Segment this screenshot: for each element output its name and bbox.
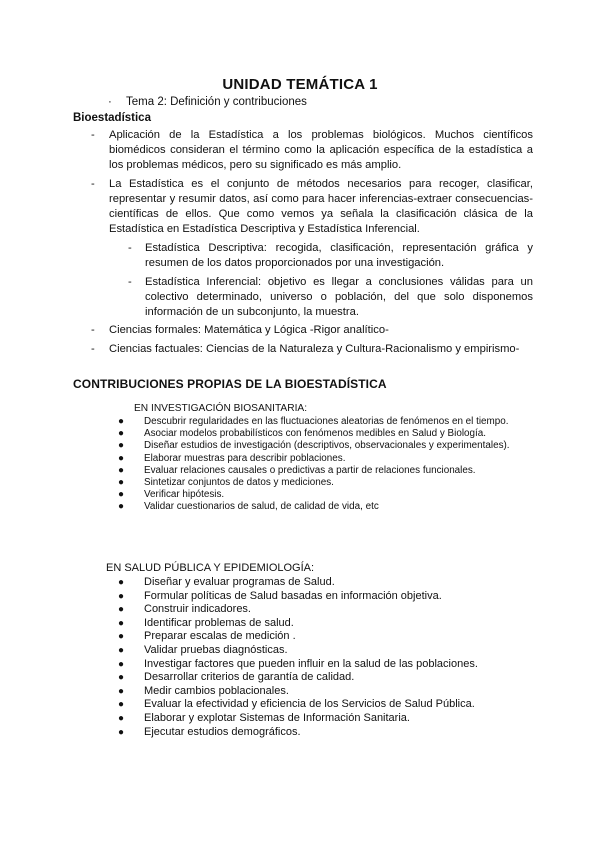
- sub-definition-text: Estadística Inferencial: objetivo es llegar a conclusiones válidas para un colectivo determinado, universo o población, del que solo disponemos información de un subconjunto, la muestra.: [145, 276, 533, 318]
- bullet-item: [115, 477, 510, 489]
- bullet-text: Verificar hipótesis.: [144, 489, 225, 501]
- subtitle: [108, 96, 307, 108]
- bullet-text: Validar pruebas diagnósticas.: [144, 643, 288, 656]
- contributions-heading: CONTRIBUCIONES PROPIAS DE LA BIOESTADÍSTICA: [73, 377, 387, 391]
- bullet-text: Formular políticas de Salud basadas en información objetiva.: [144, 589, 442, 602]
- bullet-text: Evaluar la efectividad y eficiencia de los Servicios de Salud Pública.: [144, 698, 475, 711]
- dash-marker: -: [128, 276, 132, 288]
- bullet-item: [115, 489, 510, 501]
- bullet-marker: ●: [118, 699, 125, 711]
- definition-text: Ciencias factuales: Ciencias de la Naturaleza y Cultura-Racionalismo y empirismo-: [109, 343, 520, 355]
- bullet-marker: ●: [118, 590, 125, 602]
- bullet-marker: ●: [118, 428, 125, 440]
- bullet-item: [115, 501, 510, 513]
- bullet-marker: ●: [118, 658, 125, 670]
- bullet-item: [115, 617, 515, 631]
- bullet-marker: ●: [118, 726, 125, 738]
- bullet-text: Ejecutar estudios demográficos.: [144, 725, 301, 738]
- bullet-item: [115, 453, 510, 465]
- bullet-marker: ●: [118, 604, 125, 616]
- bullet-text: Desarrollar criterios de garantía de calidad.: [144, 671, 355, 684]
- dash-marker: -: [91, 343, 95, 355]
- bullet-marker: ●: [118, 489, 125, 501]
- bullet-marker: ●: [118, 501, 125, 513]
- definition-item: [73, 128, 533, 173]
- subtitle-marker: ·: [108, 96, 112, 108]
- bullet-item: [115, 440, 510, 452]
- section-heading-bioestadistica: Bioestadística: [73, 112, 151, 124]
- bullet-text: Evaluar relaciones causales o predictivas a partir de relaciones funcionales.: [144, 464, 476, 476]
- bullet-item: [115, 465, 510, 477]
- definition-list: [73, 128, 533, 357]
- bullet-item: [115, 603, 515, 617]
- bullet-marker: ●: [118, 712, 125, 724]
- definition-item: [73, 177, 533, 237]
- subtitle-text: Tema 2: Definición y contribuciones: [126, 96, 307, 108]
- bullet-text: Construir indicadores.: [144, 603, 251, 616]
- bullet-text: Sintetizar conjuntos de datos y mediciones.: [144, 477, 334, 489]
- definition-text: Ciencias formales: Matemática y Lógica -Rigor analítico-: [109, 324, 389, 336]
- dash-marker: -: [91, 129, 95, 141]
- bullet-marker: ●: [118, 617, 125, 629]
- bullet-text: Medir cambios poblacionales.: [144, 684, 289, 697]
- bullet-marker: ●: [118, 440, 125, 452]
- bullet-item: [115, 644, 515, 658]
- bullet-text: Preparar escalas de medición .: [144, 630, 296, 643]
- group-label-investigacion: EN INVESTIGACIÓN BIOSANITARIA:: [134, 403, 308, 414]
- bullet-text: Descubrir regularidades en las fluctuaciones aleatorias de fenómenos en el tiempo.: [144, 416, 509, 427]
- bullet-marker: ●: [118, 577, 125, 588]
- bullet-marker: ●: [118, 685, 125, 697]
- bullet-item: [115, 630, 515, 644]
- bullet-item: [115, 712, 515, 726]
- bullet-item: [115, 671, 515, 685]
- bullet-marker: ●: [118, 452, 125, 464]
- bullet-item: [115, 428, 510, 440]
- bullet-item: [115, 416, 510, 428]
- bullet-text: Investigar factores que pueden influir en la salud de las poblaciones.: [144, 657, 478, 670]
- bullet-text: Diseñar y evaluar programas de Salud.: [144, 576, 335, 588]
- bullet-marker: ●: [118, 644, 125, 656]
- page-title: UNIDAD TEMÁTICA 1: [222, 76, 378, 93]
- dash-marker: -: [91, 178, 95, 190]
- bullet-item: [115, 576, 515, 590]
- sub-definition-item: [73, 241, 533, 271]
- bullet-text: Validar cuestionarios de salud, de calidad de vida, etc: [144, 501, 379, 513]
- dash-marker: -: [91, 324, 95, 336]
- bullet-item: [115, 726, 515, 740]
- bullet-marker: ●: [118, 477, 125, 489]
- group-label-salud-publica: EN SALUD PÚBLICA Y EPIDEMIOLOGÍA:: [106, 562, 315, 574]
- dash-marker: -: [128, 242, 132, 254]
- bullet-item: [115, 698, 515, 712]
- bullet-item: [115, 685, 515, 699]
- definition-text: La Estadística es el conjunto de métodos necesarios para recoger, clasificar, representar y resumir datos, así como para hacer inferencias-extraer consecuencias- científicas de ellos. Que como vemos ya señala la clasificación clásica de la Estadística en Estadística Descriptiva y Estadística Inferencial.: [109, 178, 533, 235]
- definition-text: Aplicación de la Estadística a los problemas biológicos. Muchos científicos biomédicos consideran el término como la aplicación específica de la estadística a los problemas médicos, pero su significado es más amplio.: [109, 129, 533, 171]
- bullet-marker: ●: [118, 416, 125, 427]
- bullet-marker: ●: [118, 631, 125, 643]
- definition-item: [73, 342, 533, 357]
- bullet-marker: ●: [118, 672, 125, 684]
- bullet-text: Identificar problemas de salud.: [144, 616, 294, 629]
- bullet-item: [115, 590, 515, 604]
- sub-definition-text: Estadística Descriptiva: recogida, clasificación, representación gráfica y resumen de los datos proporcionados por una investigación.: [145, 242, 533, 269]
- bullet-text: Elaborar y explotar Sistemas de Información Sanitaria.: [144, 711, 410, 724]
- bullet-item: [115, 658, 515, 672]
- salud-publica-bullet-list: [115, 576, 515, 739]
- bullet-text: Diseñar estudios de investigación (descriptivos, observacionales y experimentales).: [144, 440, 510, 452]
- bullet-text: Elaborar muestras para describir poblaciones.: [144, 452, 346, 464]
- bullet-marker: ●: [118, 464, 125, 476]
- sub-definition-item: [73, 275, 533, 320]
- investigacion-bullet-list: [115, 416, 510, 514]
- definition-item: [73, 323, 533, 338]
- bullet-text: Asociar modelos probabilísticos con fenómenos medibles en Salud y Biología.: [144, 428, 486, 440]
